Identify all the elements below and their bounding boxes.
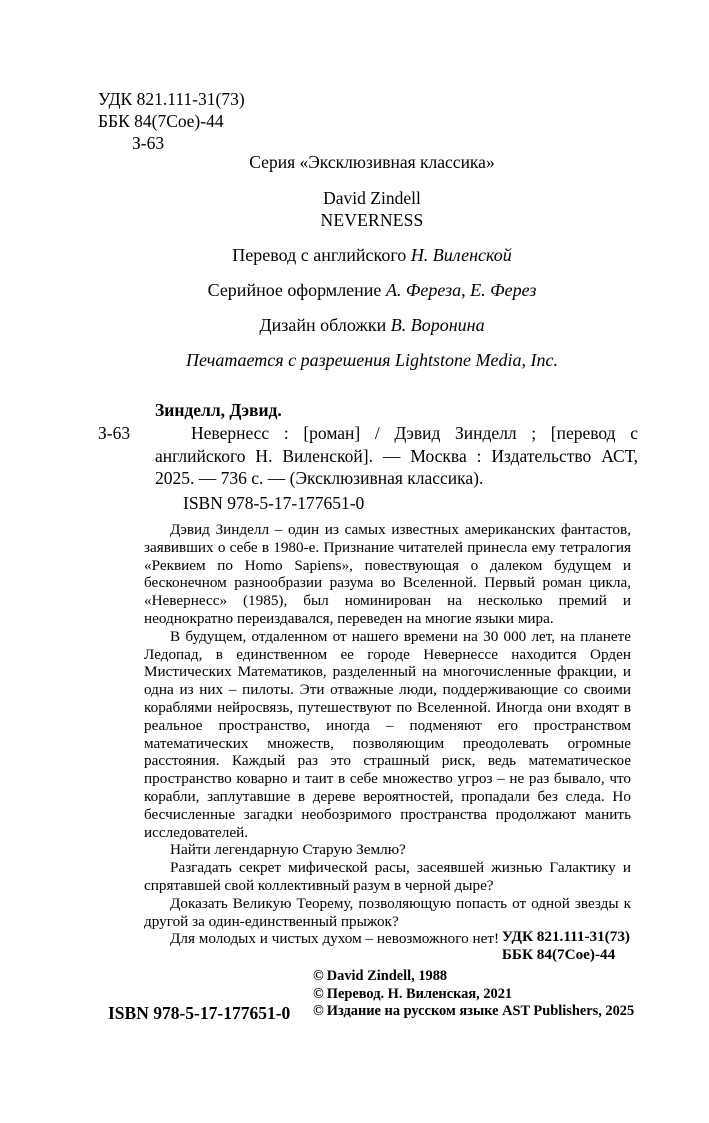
copyright-line [313, 986, 634, 1004]
series-design-credit [110, 280, 634, 301]
bibliographic-record [98, 400, 638, 514]
author-sign-top: З-63 [132, 133, 165, 153]
udk-code-bottom: УДК 821.111-31(73) [501, 928, 630, 945]
copyright-line [313, 968, 634, 986]
series-design-label: Серийное оформление [207, 280, 386, 300]
copyright-list [313, 968, 634, 1021]
udk-code-top: УДК 821.111-31(73) [98, 89, 245, 109]
title-original: NEVERNESS [320, 210, 424, 230]
annotation-block [144, 521, 631, 948]
annotation-paragraph: Найти легендарную Старую Землю? [170, 841, 406, 859]
annotation-paragraph: Дэвид Зинделл – один из самых известных американских фантастов, заявивших о себе в 1980-е. Признание читателей принесла ему тетралогия «Реквием по Homo Sapiens», повествующая о далеком будущем и бесконечном разнообразии разума во Вселенной. Первый роман цикла, «Невернесс» (1985), был номинирован на несколько премий и неоднократно переиздавался, переведен на многие языки мира. [144, 521, 631, 627]
copyright-icon: © [313, 1003, 324, 1020]
translation-label: Перевод с английского [232, 245, 411, 265]
footer-isbn: ISBN 978-5-17-177651-0 [108, 1003, 291, 1023]
series-designer-names: А. Фереза, Е. Ферез [385, 280, 537, 300]
bbk-code-top: ББК 84(7Coe)-44 [98, 111, 224, 131]
annotation-paragraph: Для молодых и чистых духом – невозможного нет! [170, 930, 500, 948]
footer-block [98, 968, 638, 1030]
copyright-icon: © [313, 985, 324, 1002]
biblio-shelfmark: З-63 [98, 423, 131, 443]
classification-codes-top [98, 88, 245, 154]
copyright-text: Издание на русском языке AST Publishers, 2025 [326, 1003, 635, 1020]
bbk-code-bottom: ББК 84(7Coe)-44 [501, 945, 616, 963]
cover-design-credit [110, 315, 634, 336]
copyright-icon: © [313, 968, 324, 984]
annotation-paragraph: Доказать Великую Теорему, позволяющую попасть от одной звезды к другой за один-единственный прыжок? [144, 894, 631, 930]
annotation-paragraph: Разгадать секрет мифической расы, засеявшей жизнью Галактику и спрятавшей свой коллективный разум в черной дыре? [144, 859, 631, 894]
permission-text: Печатается с разрешения Lightstone Media, Inc. [185, 350, 558, 370]
biblio-description: Невернесс : [роман] / Дэвид Зинделл ; [перевод с английского Н. Виленской]. — Москва : Издательство АСТ, 2025. — 736 с. — (Эксклюзивная классика). [155, 423, 638, 488]
biblio-record-wrap [98, 422, 638, 514]
copyright-text: David Zindell, 1988 [326, 968, 448, 984]
cover-design-label: Дизайн обложки [259, 315, 391, 335]
credits-block [110, 152, 634, 371]
series-name: Серия «Эксклюзивная классика» [249, 152, 495, 172]
classification-codes-bottom [502, 928, 630, 963]
permission-notice [110, 350, 634, 371]
translator-name: Н. Виленской [410, 245, 512, 265]
copyright-text: Перевод. Н. Виленская, 2021 [326, 985, 513, 1002]
annotation-paragraph: В будущем, отдаленном от нашего времени на 30 000 лет, на планете Ледопад, в единственном ее городе Невернессе находится Орден Мистических Математиков, разделенный на многочисленные фракции, и одна из них – пилоты. Эти отважные люди, поддерживающие со своими кораблями нейросвязь, путешествуют по Вселенной. Иногда они входят в реальное пространство, иногда – подменяют его пространством математических множеств, позволяющим преодолевать огромные расстояния. Каждый раз это страшный риск, ведь математическое пространство коварно и таит в себе множество угроз – не раз бывало, что корабли, заплутавшие в дереве вероятностей, пропадали без следа. Но бесчисленные загадки необозримого пространства продолжают манить исследователей. [144, 627, 631, 841]
biblio-author-heading: Зинделл, Дэвид. [155, 400, 282, 420]
translation-credit [110, 245, 634, 266]
author-name-original: David Zindell [323, 188, 421, 208]
copyright-line [313, 1003, 634, 1021]
biblio-isbn: ISBN 978-5-17-177651-0 [183, 492, 365, 513]
cover-designer-name: В. Воронина [390, 315, 485, 335]
